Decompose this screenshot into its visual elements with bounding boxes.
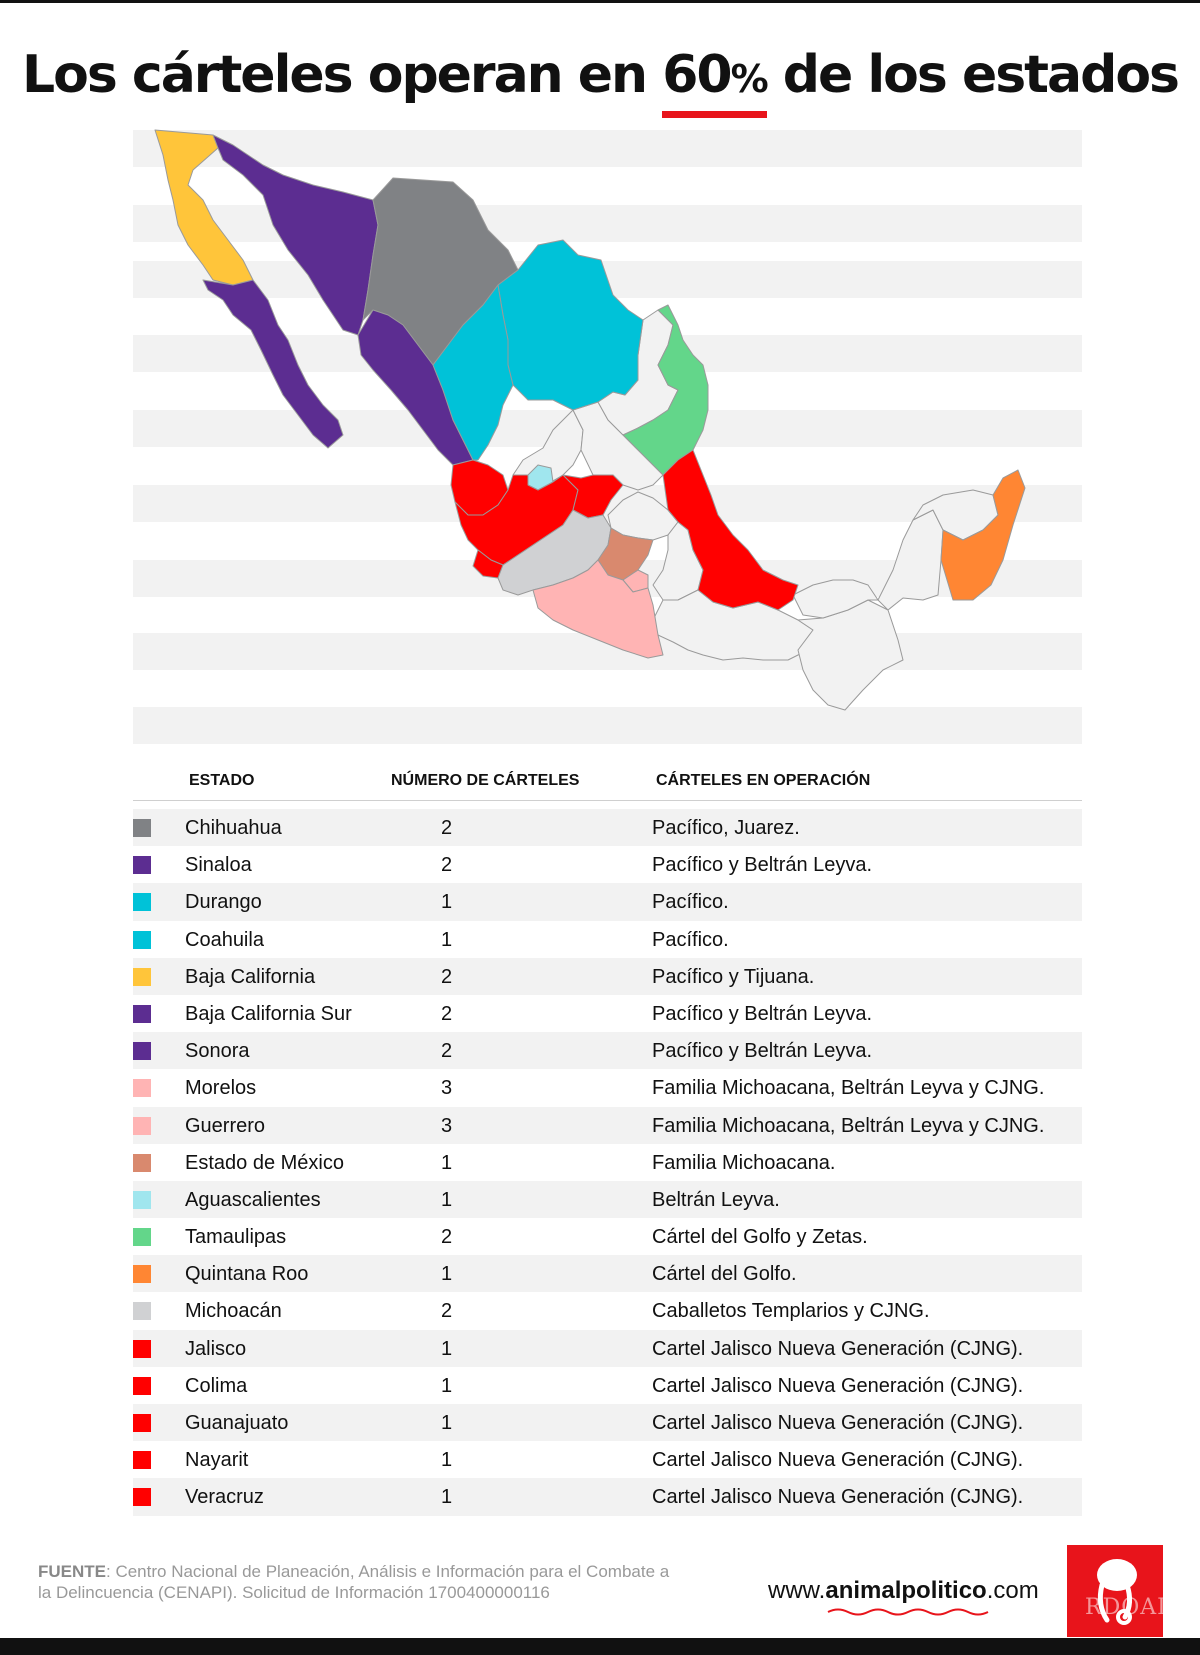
table-row [133,1404,1082,1441]
row-estado: Jalisco [185,1337,247,1360]
row-carteles: Pacífico y Beltrán Leyva. [652,1002,873,1025]
row-estado: Tamaulipas [185,1226,287,1249]
row-numero: 1 [441,1374,453,1397]
top-border [0,0,1200,3]
color-swatch [133,856,151,874]
color-swatch [133,1414,151,1432]
wave-underline-icon [828,1607,988,1617]
row-numero: 1 [441,1449,453,1472]
mexico-map-svg [133,130,1082,745]
source-text: : Centro Nacional de Planeación, Análisis e Información para el Combate a la Delincuencia (CENAPI). Solicitud de Información 1700400000116 [38,1562,670,1602]
row-carteles: Beltrán Leyva. [652,1188,780,1211]
color-swatch [133,1117,151,1135]
row-numero: 2 [441,1226,453,1249]
row-estado: Chihuahua [185,817,282,839]
color-swatch [133,1154,151,1172]
color-swatch [133,1451,151,1469]
table-row [133,958,1082,995]
table-row [133,1218,1082,1255]
title-before: Los cárteles operan en [21,45,647,105]
row-estado: Guerrero [185,1114,266,1137]
table-row [133,1032,1082,1069]
row-estado: Sonora [185,1040,250,1063]
color-swatch [133,1042,151,1060]
row-carteles: Cártel del Golfo y Zetas. [652,1226,868,1249]
row-carteles: Pacífico, Juarez. [652,817,800,839]
table-row [133,883,1082,920]
table-row [133,1330,1082,1367]
row-numero: 2 [441,817,453,839]
row-carteles: Cartel Jalisco Nueva Generación (CJNG). [652,1337,1024,1360]
row-carteles: Pacífico y Beltrán Leyva. [652,1040,873,1063]
row-carteles: Cartel Jalisco Nueva Generación (CJNG). [652,1412,1024,1434]
color-swatch [133,1191,151,1209]
table-row [133,921,1082,958]
row-carteles: Familia Michoacana. [652,1151,836,1174]
title-highlight-percent: % [730,57,767,101]
row-estado: Veracruz [185,1486,264,1509]
title-highlight-number: 60 [662,45,731,105]
table-row [133,809,1082,846]
map-stripe [133,707,1082,744]
row-carteles: Caballetos Templarios y CJNG. [652,1300,930,1323]
row-numero: 3 [441,1077,453,1100]
row-carteles: Familia Michoacana, Beltrán Leyva y CJNG. [652,1077,1045,1100]
row-numero: 1 [441,1486,453,1509]
row-estado: Colima [185,1374,248,1397]
header-estado: ESTADO [189,772,255,789]
table-row [133,1181,1082,1218]
animal-logo-icon [1067,1545,1163,1637]
row-numero: 1 [441,1337,453,1360]
table-row [133,1367,1082,1404]
map-stripe [133,130,1082,167]
title-highlight [662,40,766,114]
table-row [133,1441,1082,1478]
title-after: de los estados [782,45,1179,105]
site-suffix: .com [986,1577,1039,1604]
page-title [0,40,1200,114]
publisher-logo [1067,1545,1191,1637]
color-swatch [133,1005,151,1023]
row-estado: Baja California Sur [185,1002,352,1025]
source-note [38,1561,678,1603]
table-row [133,1107,1082,1144]
row-estado: Quintana Roo [185,1263,309,1286]
row-estado: Michoacán [185,1300,282,1323]
row-carteles: Cartel Jalisco Nueva Generación (CJNG). [652,1486,1024,1509]
color-swatch [133,1302,151,1320]
row-numero: 1 [441,1151,453,1174]
row-carteles: Pacífico. [652,891,729,914]
color-swatch [133,819,151,837]
row-numero: 2 [441,854,453,877]
color-swatch [133,893,151,911]
row-numero: 1 [441,891,453,914]
color-swatch [133,1340,151,1358]
row-estado: Durango [185,891,262,914]
color-swatch [133,1079,151,1097]
table-row [133,1478,1082,1515]
row-numero: 1 [441,928,453,951]
row-numero: 1 [441,1188,453,1211]
color-swatch [133,968,151,986]
row-estado: Nayarit [185,1449,249,1472]
row-estado: Aguascalientes [185,1188,321,1211]
row-numero: 1 [441,1412,453,1434]
row-carteles: Cártel del Golfo. [652,1263,797,1286]
color-swatch [133,1265,151,1283]
row-carteles: Pacífico. [652,928,729,951]
site-name: animalpolitico [825,1577,987,1604]
row-numero: 2 [441,1040,453,1063]
table-row [133,1069,1082,1106]
header-numero: NÚMERO DE CÁRTELES [391,772,580,789]
header-carteles: CÁRTELES EN OPERACIÓN [656,772,871,789]
row-estado: Estado de México [185,1151,344,1174]
row-carteles: Pacífico y Beltrán Leyva. [652,854,873,877]
row-carteles: Cartel Jalisco Nueva Generación (CJNG). [652,1449,1024,1472]
color-swatch [133,931,151,949]
table-row [133,1292,1082,1329]
row-numero: 1 [441,1263,453,1286]
source-label: FUENTE [38,1562,106,1581]
row-carteles: Cartel Jalisco Nueva Generación (CJNG). [652,1374,1024,1397]
row-estado: Sinaloa [185,854,252,877]
row-numero: 3 [441,1114,453,1137]
table-body [133,809,1082,1516]
logo-watermark-text: RDOAIM [1085,1595,1191,1620]
row-estado: Baja California [185,965,316,988]
table-row [133,995,1082,1032]
bottom-bar [0,1638,1200,1655]
row-numero: 2 [441,1300,453,1323]
table-header [133,768,1082,801]
color-swatch [133,1377,151,1395]
table-row [133,1144,1082,1181]
row-estado: Guanajuato [185,1412,289,1434]
color-swatch [133,1488,151,1506]
site-url[interactable] [768,1577,1039,1605]
row-estado: Coahuila [185,928,264,951]
table-row [133,846,1082,883]
color-swatch [133,1228,151,1246]
row-numero: 2 [441,1002,453,1025]
mexico-map [133,130,1082,745]
row-carteles: Pacífico y Tijuana. [652,965,815,988]
row-carteles: Familia Michoacana, Beltrán Leyva y CJNG. [652,1114,1045,1137]
site-prefix: www. [768,1577,826,1604]
row-estado: Morelos [185,1077,257,1100]
table-row [133,1255,1082,1292]
row-numero: 2 [441,965,453,988]
